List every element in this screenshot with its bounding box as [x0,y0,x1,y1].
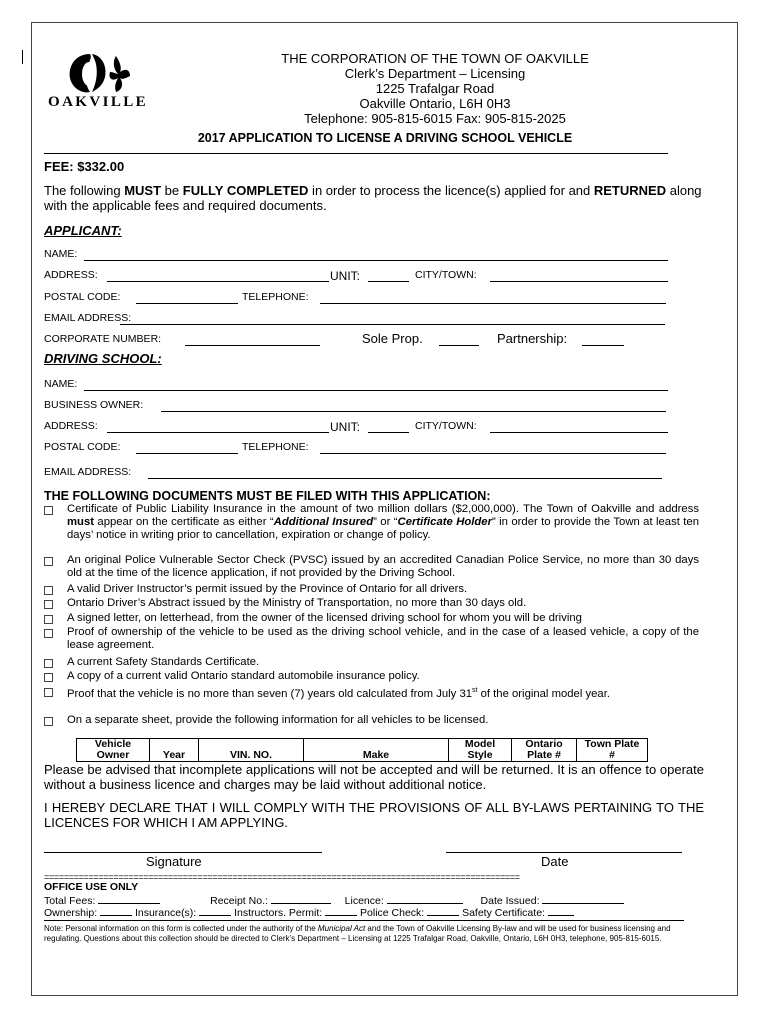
text-cursor [22,50,23,64]
office-use-heading: OFFICE USE ONLY [44,881,139,893]
document-item-insurance: Certificate of Public Liability Insurance in the amount of two million dollars ($2,000,000). The Town of Oakville and address must appear on the certificate as either “Additional Insured” or “Certificate Holder” in order to provide the Town at least ten days’ notice in writing prior to cancellation, expiration or change of policy. [67,503,699,541]
document-item-signed-letter: A signed letter, on letterhead, from the owner of the licensed driving school for whom you will be driving [67,612,582,624]
email-label: EMAIL ADDRESS: [44,312,132,324]
col-vin: VIN. NO. [199,739,304,762]
applicant-postal-field[interactable] [136,303,238,304]
receipt-field[interactable] [271,894,331,904]
document-title: 2017 APPLICATION TO LICENSE A DRIVING SCHOOL VEHICLE [197,131,573,145]
table-header-row [77,739,648,762]
document-item-pvsc: An original Police Vulnerable Sector Check (PVSC) issued by an accredited Canadian Police Service, no more than 30 days old at the time of the licence application, if not provided by the Driving School. [67,554,699,579]
document-item-vehicle-age: Proof that the vehicle is no more than seven (7) years old calculated from July 31st of the original model year. [67,687,610,700]
applicant-unit-field[interactable] [368,281,409,282]
document-item-safety: A current Safety Standards Certificate. [67,656,260,668]
receipt-label: Receipt No.: [210,895,268,907]
applicant-email-field[interactable] [120,324,665,325]
document-checkbox[interactable] [44,504,54,514]
document-checkbox[interactable] [44,657,54,667]
address-label: ADDRESS: [44,269,98,281]
school-postal-field[interactable] [136,453,238,454]
total-fees-label: Total Fees: [44,895,96,907]
header-phone: Telephone: 905-815-6015 Fax: 905-815-2025 [304,111,566,126]
office-row-2 [44,906,574,919]
school-postal-row[interactable] [44,441,668,455]
name-label: NAME: [44,378,78,390]
corporate-number-field[interactable] [185,345,320,346]
date-field[interactable] [446,852,682,853]
documents-heading: THE FOLLOWING DOCUMENTS MUST BE FILED WITH THIS APPLICATION: [44,489,491,503]
unit-label: UNIT: [330,269,360,283]
col-vehicle-owner: Vehicle Owner [77,739,150,762]
header-org: THE CORPORATION OF THE TOWN OF OAKVILLE [281,51,589,66]
telephone-label: TELEPHONE: [242,441,309,453]
police-check-label: Police Check: [360,907,425,919]
document-item-auto-insurance: A copy of a current valid Ontario standard automobile insurance policy. [67,670,420,682]
email-label: EMAIL ADDRESS: [44,466,132,478]
school-address-field[interactable] [107,432,329,433]
header-street: 1225 Trafalgar Road [375,81,495,96]
school-owner-row[interactable] [44,399,668,413]
school-email-row[interactable] [44,466,668,480]
document-checkbox[interactable] [44,598,54,608]
privacy-note: Note: Personal information on this form is collected under the authority of the Municipal Act and the Town of Oakville Licensing By-law and will be used for business licensing and regulating. Questions about this collection should be directed to Clerk’s Department – Licensing at 1225 Trafalgar Road, Oakville, Ontario, L6H 0H3, telephone, 905-815-6015. [44,924,671,943]
title-rule [44,153,668,154]
school-address-row[interactable] [44,420,668,434]
driving-school-heading: DRIVING SCHOOL: [44,351,162,366]
sole-prop-label: Sole Prop. [362,331,423,346]
telephone-label: TELEPHONE: [242,291,309,303]
col-model-style: Model Style [449,739,512,762]
applicant-name-row[interactable] [44,248,668,262]
col-year: Year [150,739,199,762]
document-checkbox[interactable] [44,715,54,725]
date-issued-label: Date Issued: [480,895,540,907]
document-item-proof-ownership: Proof of ownership of the vehicle to be used as the driving school vehicle, and in the case of a leased vehicle, a copy of the lease agreement. [67,626,699,651]
police-check-field[interactable] [427,906,459,916]
school-name-row[interactable] [44,378,668,392]
divider: ================================================================================================ [44,872,520,882]
document-checkbox[interactable] [44,555,54,565]
school-unit-field[interactable] [368,432,409,433]
document-checkbox[interactable] [44,627,54,637]
incomplete-warning: Please be advised that incomplete applications will not be accepted and will be returned. It is an offence to operate without a business licence and charges may be laid without additional notice. [44,762,704,792]
instructors-permit-label: Instructors. Permit: [234,907,323,919]
document-item-drivers-abstract: Ontario Driver’s Abstract issued by the Ministry of Transportation, no more than 30 days old. [67,597,527,609]
corporate-label: CORPORATE NUMBER: [44,333,162,345]
school-city-field[interactable] [490,432,668,433]
applicant-name-field[interactable] [84,260,668,261]
applicant-heading: APPLICANT: [44,223,122,238]
licence-label: Licence: [344,895,384,907]
total-fees-field[interactable] [98,894,160,904]
applicant-corporate-row[interactable] [44,333,668,347]
col-ontario-plate: Ontario Plate # [512,739,577,762]
document-item-instructor-permit: A valid Driver Instructor’s permit issued by the Province of Ontario for all drivers. [67,583,468,595]
ownership-label: Ownership: [44,907,98,919]
ownership-field[interactable] [100,906,132,916]
school-email-field[interactable] [148,478,662,479]
city-label: CITY/TOWN: [415,420,477,432]
safety-certificate-field[interactable] [548,906,574,916]
name-label: NAME: [44,248,78,260]
safety-certificate-label: Safety Certificate: [462,907,545,919]
declaration-text: I HEREBY DECLARE THAT I WILL COMPLY WITH THE PROVISIONS OF ALL BY-LAWS PERTAINING TO THE LICENCES FOR WHICH I AM APPLYING. [44,800,704,830]
applicant-city-field[interactable] [490,281,668,282]
insurance-label: Insurance(s): [134,907,197,919]
applicant-address-row[interactable] [44,269,668,283]
fee-amount: FEE: $332.00 [44,159,125,174]
intro-paragraph: The following MUST be FULLY COMPLETED in order to process the licence(s) applied for and RETURNED along with the applicable fees and required documents. [44,183,702,213]
school-telephone-field[interactable] [320,453,666,454]
postal-label: POSTAL CODE: [44,441,121,453]
vehicle-table [76,738,648,762]
insurance-field[interactable] [199,906,231,916]
postal-label: POSTAL CODE: [44,291,121,303]
partnership-field[interactable] [582,345,624,346]
header-dept: Clerk’s Department – Licensing [344,66,526,81]
instructors-permit-field[interactable] [325,906,357,916]
business-owner-label: BUSINESS OWNER: [44,399,144,411]
document-item-separate-sheet: On a separate sheet, provide the following information for all vehicles to be licensed. [67,714,489,726]
applicant-telephone-field[interactable] [320,303,666,304]
col-make: Make [304,739,449,762]
school-name-field[interactable] [84,390,668,391]
city-label: CITY/TOWN: [415,269,477,281]
document-checkbox[interactable] [44,686,54,696]
applicant-postal-row[interactable] [44,291,668,305]
document-checkbox[interactable] [44,671,54,681]
partnership-label: Partnership: [497,331,568,346]
header-city: Oakville Ontario, L6H 0H3 [359,96,511,111]
document-checkbox[interactable] [44,613,54,623]
document-checkbox[interactable] [44,584,54,594]
logo-wordmark: OAKVILLE [48,94,149,110]
applicant-email-row[interactable] [44,312,668,326]
note-rule [44,920,684,921]
signature-label: Signature [146,854,202,869]
address-label: ADDRESS: [44,420,98,432]
school-owner-field[interactable] [161,411,666,412]
date-label: Date [541,854,569,869]
col-town-plate: Town Plate # [577,739,648,762]
applicant-address-field[interactable] [107,281,329,282]
sole-prop-field[interactable] [439,345,479,346]
date-issued-field[interactable] [542,894,624,904]
signature-field[interactable] [44,852,322,853]
licence-field[interactable] [387,894,463,904]
unit-label: UNIT: [330,420,360,434]
